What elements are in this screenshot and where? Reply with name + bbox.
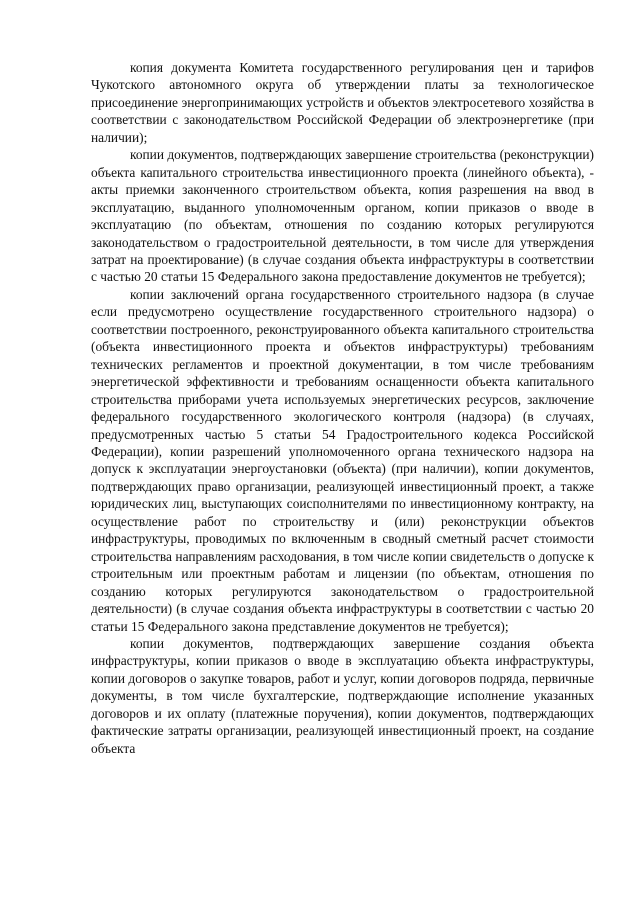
paragraph-2: копии документов, подтверждающих завершение строительства (реконструкции) объекта капитального строительства инвестиционного проекта (линейного объекта), - акты приемки законченного строительством объекта, копия разрешения на ввод в эксплуатацию, выданного уполномоченным органом, копии приказов о вводе в эксплуатацию (по объектам, отношения по созданию которых регулируются законодательством о градостроительной деятельности, в том числе для утверждения затрат на проектирование) (в случае создания объекта инфраструктуры в соответствии с частью 20 статьи 15 Федерального закона предоставление документов не требуется);	[91, 147, 594, 285]
document-body	[91, 59, 594, 757]
paragraph-4: копии документов, подтверждающих завершение создания объекта инфраструктуры, копии приказов о вводе в эксплуатацию объекта инфраструктуры, копии договоров о закупке товаров, работ и услуг, копии договоров подряда, первичные документы, в том числе бухгалтерские, подтверждающие исполнение указанных договоров и их оплату (платежные поручения), копии документов, подтверждающих фактические затраты организации, реализующей инвестиционный проект, на создание объекта	[91, 635, 594, 756]
paragraph-1: копия документа Комитета государственного регулирования цен и тарифов Чукотского автономного округа об утверждении платы за технологическое присоединение энергопринимающих устройств и объектов электросетевого хозяйства в соответствии с законодательством Российской Федерации об электроэнергетике (при наличии);	[91, 60, 594, 145]
paragraph-3: копии заключений органа государственного строительного надзора (в случае если предусмотрено осуществление государственного строительного надзора) о соответствии построенного, реконструированного объекта капитального строительства (объекта инвестиционного проекта и объектов инфраструктуры) требованиям технических регламентов и проектной документации, в том числе требованиям энергетической эффективности и требованиям оснащенности объекта капитального строительства приборами учета используемых энергетических ресурсов, заключение федерального государственного экологического контроля (надзора) (в случаях, предусмотренных частью 5 статьи 54 Градостроительного кодекса Российской Федерации), копии разрешений уполномоченного органа технического надзора на допуск к эксплуатации энергоустановки (объекта) (при наличии), копии документов, подтверждающих право организации, реализующей инвестиционный проект, а также юридических лиц, выступающих соисполнителями по инвестиционному контракту, на осуществление работ по строительству и (или) реконструкции объектов инфраструктуры, проводимых по включенным в сводный сметный расчет стоимости строительства направлениям расходования, в том числе копии свидетельств о допуске к строительным или проектным работам и лицензии (по объектам, отношения по созданию которых регулируются законодательством о градостроительной деятельности) (в случае создания объекта инфраструктуры в соответствии с частью 20 статьи 15 Федерального закона представление документов не требуется);	[91, 286, 594, 634]
